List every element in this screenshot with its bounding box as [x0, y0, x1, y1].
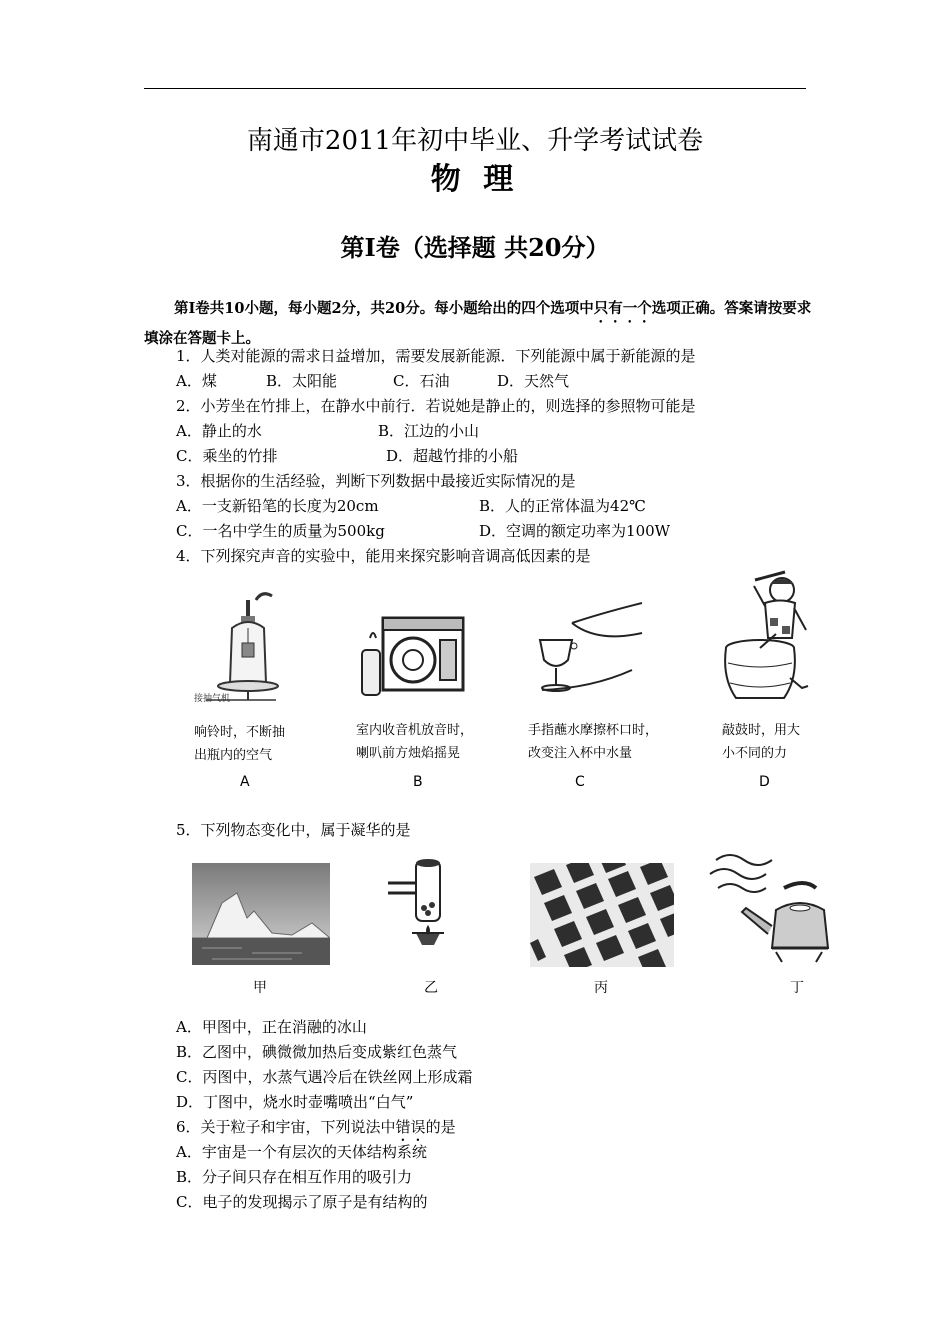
q6-emphasis: 错误 — [395, 1118, 426, 1136]
q3-option-b: B．人的正常体温为42℃ — [479, 497, 646, 515]
fig-d-caption-2: 小不同的力 — [722, 746, 788, 761]
q2-option-d: D．超越竹排的小船 — [386, 447, 519, 465]
emphasis-text: 只有一个 — [593, 300, 652, 317]
part-title: 第Ⅰ卷（选择题 共20分） — [340, 233, 610, 262]
q2-option-a: A．静止的水 — [176, 422, 262, 440]
q2-option-b: B．江边的小山 — [378, 422, 480, 440]
fig-c-caption-2: 改变注入杯中水量 — [528, 746, 633, 761]
section-instructions: 第Ⅰ卷共10小题，每小题2分，共20分。每小题给出的四个选项中只有一个选项正确。答案请按要求填涂在答题卡上。 — [144, 300, 812, 347]
fig-a-caption-2: 出瓶内的空气 — [194, 748, 273, 763]
fig-a-caption-1: 响铃时，不断抽 — [194, 725, 286, 740]
q6-option-c: C．电子的发现揭示了原子是有结构的 — [176, 1193, 428, 1211]
bell-jar-figure — [186, 588, 306, 713]
fig-b-label: B — [413, 774, 423, 790]
q3-option-a: A．一支新铅笔的长度为20cm — [176, 497, 379, 515]
q1-option-c: C．石油 — [393, 372, 450, 390]
q5-option-a: A．甲图中，正在消融的冰山 — [176, 1018, 367, 1036]
q6-option-a: A．宇宙是一个有层次的天体结构系统 — [176, 1143, 427, 1161]
q2-stem: 2．小芳坐在竹排上，在静水中前行．若说她是静止的，则选择的参照物可能是 — [176, 397, 696, 415]
subject-title: 物 理 — [430, 162, 520, 197]
exam-title: 南通市2011年初中毕业、升学考试试卷 — [246, 126, 704, 156]
q6-option-b: B．分子间只存在相互作用的吸引力 — [176, 1168, 413, 1186]
q1-option-d: D．天然气 — [497, 372, 570, 390]
wine-glass-figure — [532, 598, 644, 702]
q3-option-c: C．一名中学生的质量为500kg — [176, 522, 385, 540]
q1-stem: 1．人类对能源的需求日益增加，需要发展新能源．下列能源中属于新能源的是 — [176, 347, 696, 365]
radio-candle-figure — [358, 600, 468, 710]
fig-b-caption-1: 室内收音机放音时， — [356, 723, 474, 738]
iodine-tube-figure — [384, 853, 454, 963]
q4-stem: 4．下列探究声音的实验中，能用来探究影响音调高低因素的是 — [176, 547, 591, 565]
pump-label: 接抽气机 — [194, 694, 231, 704]
iceberg-photo — [192, 863, 330, 965]
fig-d-caption-1: 敲鼓时，用大 — [722, 723, 801, 738]
top-rule — [144, 88, 806, 89]
fig-ding-label: 丁 — [790, 980, 804, 996]
kettle-figure — [706, 848, 834, 966]
q3-option-d: D．空调的额定功率为100W — [479, 522, 671, 540]
fig-c-label: C — [575, 774, 585, 790]
fig-c-caption-1: 手指蘸水摩擦杯口时， — [528, 723, 659, 738]
frost-mesh-photo — [530, 863, 674, 967]
fig-jia-label: 甲 — [253, 980, 267, 996]
q5-option-d: D．丁图中，烧水时壶嘴喷出“白气” — [176, 1093, 414, 1111]
q5-option-c: C．丙图中，水蒸气遇冷后在铁丝网上形成霜 — [176, 1068, 473, 1086]
fig-bing-label: 丙 — [594, 980, 608, 996]
q5-option-b: B．乙图中，碘微微加热后变成紫红色蒸气 — [176, 1043, 458, 1061]
q3-stem: 3．根据你的生活经验，判断下列数据中最接近实际情况的是 — [176, 472, 576, 490]
q1-option-b: B．太阳能 — [266, 372, 338, 390]
fig-yi-label: 乙 — [424, 980, 438, 996]
q5-stem: 5．下列物态变化中，属于凝华的是 — [176, 821, 411, 839]
q6-stem: 6．关于粒子和宇宙，下列说法中错误的是 — [176, 1118, 456, 1136]
fig-d-label: D — [759, 774, 770, 790]
fig-a-label: A — [240, 774, 250, 790]
q1-option-a: A．煤 — [176, 372, 217, 390]
drummer-figure — [720, 568, 814, 710]
fig-b-caption-2: 喇叭前方烛焰摇晃 — [356, 746, 461, 761]
q2-option-c: C．乘坐的竹排 — [176, 447, 278, 465]
